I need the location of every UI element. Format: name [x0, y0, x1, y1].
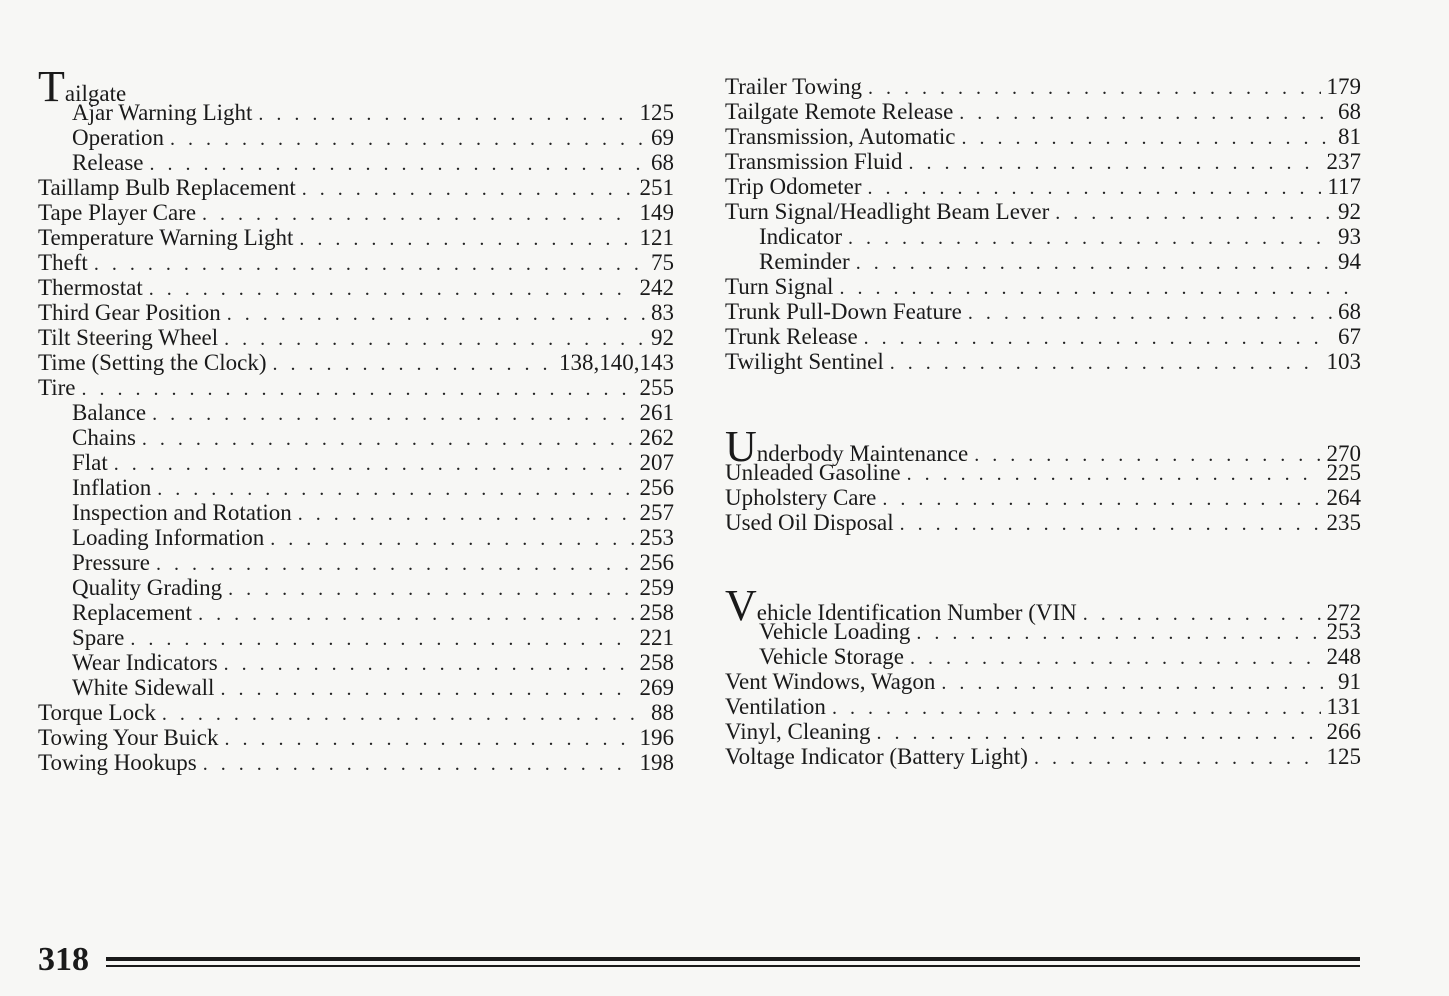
index-entry	[38, 200, 674, 225]
dot-leader	[848, 226, 1332, 251]
dot-leader	[156, 552, 634, 577]
index-entry	[38, 725, 674, 750]
entry-label: Trunk Release	[725, 324, 858, 349]
entry-page-number: 259	[639, 575, 674, 600]
entry-page-number: 125	[1326, 744, 1361, 769]
index-heading-entry	[725, 422, 1361, 471]
entry-page-number: 256	[639, 550, 674, 575]
index-entry	[725, 199, 1361, 224]
dot-leader	[882, 487, 1320, 512]
index-entry	[38, 375, 674, 400]
entry-label: White Sidewall	[72, 675, 215, 700]
entry-page-number: 93	[1338, 224, 1361, 249]
entry-label: Tape Player Care	[38, 200, 197, 225]
entry-page-number: 253	[1326, 619, 1361, 644]
entry-page-number: 248	[1326, 644, 1361, 669]
entry-page-number: 256	[639, 475, 674, 500]
dot-leader	[298, 502, 634, 527]
entry-label: Spare	[72, 625, 125, 650]
entry-label: Used Oil Disposal	[725, 510, 894, 535]
index-entry	[725, 124, 1361, 149]
entry-label: Inspection and Rotation	[72, 500, 292, 525]
entry-label: Turn Signal/Headlight Beam Lever	[725, 199, 1050, 224]
entry-page-number: 235	[1326, 510, 1361, 535]
entry-label: Vinyl, Cleaning	[725, 719, 871, 744]
dot-leader	[856, 251, 1332, 276]
entry-label: Chains	[72, 425, 136, 450]
dot-leader	[299, 227, 633, 252]
dot-leader	[224, 652, 634, 677]
entry-label: Taillamp Bulb Replacement	[38, 175, 296, 200]
entry-page-number: 68	[651, 150, 674, 175]
index-subentry	[38, 150, 674, 175]
index-subentry	[38, 475, 674, 500]
index-entry	[725, 299, 1361, 324]
entry-label-rest: nderbody Maintenance	[756, 441, 969, 466]
entry-page-number: 94	[1338, 249, 1361, 274]
entry-label: Towing Your Buick	[38, 725, 219, 750]
entry-page-number: 242	[639, 275, 674, 300]
index-subentry	[38, 625, 674, 650]
entry-label: Ventilation	[725, 694, 826, 719]
dot-leader	[225, 727, 634, 752]
dot-leader	[270, 527, 633, 552]
entry-label: Tilt Steering Wheel	[38, 325, 219, 350]
entry-page-number: 83	[651, 300, 674, 325]
entry-page-number: 269	[639, 675, 674, 700]
entry-page-number: 258	[639, 650, 674, 675]
entry-label: Unleaded Gasoline	[725, 460, 901, 485]
entry-label: Indicator	[759, 224, 843, 249]
entry-page-number: 91	[1338, 669, 1361, 694]
dot-leader	[864, 326, 1332, 351]
index-subentry	[38, 125, 674, 150]
entry-label: Loading Information	[72, 525, 265, 550]
dot-leader	[968, 301, 1332, 326]
index-entry	[38, 750, 674, 775]
entry-label: Thermostat	[38, 275, 143, 300]
entry-label: Torque Lock	[38, 700, 156, 725]
entry-page-number: 75	[651, 250, 674, 275]
entry-label: Vehicle Loading	[759, 619, 911, 644]
dot-leader	[82, 377, 634, 402]
entry-page-number: 125	[639, 100, 674, 125]
entry-page-number: 69	[651, 125, 674, 150]
dot-leader	[94, 252, 645, 277]
entry-page-number: 68	[1338, 299, 1361, 324]
index-entry	[725, 485, 1361, 510]
page-number: 318	[38, 941, 89, 978]
entry-page-number: 272	[1326, 600, 1361, 625]
entry-page-number: 257	[639, 500, 674, 525]
entry-label: Reminder	[759, 249, 850, 274]
entry-label: Replacement	[72, 600, 193, 625]
entry-label: Trailer Towing	[725, 74, 863, 99]
index-subentry	[38, 525, 674, 550]
dot-leader	[907, 462, 1321, 487]
dot-leader	[142, 427, 634, 452]
index-entry	[38, 250, 674, 275]
entry-page-number: 103	[1326, 349, 1361, 374]
entry-label: Upholstery Care	[725, 485, 877, 510]
entry-page-number: 258	[639, 600, 674, 625]
dot-leader	[868, 76, 1320, 101]
index-subentry	[38, 450, 674, 475]
entry-label-rest: ehicle Identification Number (VIN	[756, 600, 1077, 625]
index-subentry	[725, 619, 1361, 644]
index-entry	[38, 325, 674, 350]
entry-label: Temperature Warning Light	[38, 225, 294, 250]
index-entry	[38, 700, 674, 725]
index-subentry	[38, 575, 674, 600]
index-entry	[725, 274, 1361, 299]
entry-label: Tire	[38, 375, 76, 400]
entry-page-number: 225	[1326, 460, 1361, 485]
section-initial: U	[725, 422, 757, 471]
dot-leader	[162, 702, 645, 727]
index-subentry	[725, 249, 1361, 274]
entry-page-number: 270	[1326, 441, 1361, 466]
entry-page-number: 179	[1326, 74, 1361, 99]
footer-rule-thick	[106, 957, 1360, 961]
entry-label: Transmission, Automatic	[725, 124, 956, 149]
index-subentry	[38, 675, 674, 700]
index-entry	[725, 694, 1361, 719]
index-entry	[725, 149, 1361, 174]
index-section-t	[725, 74, 1361, 374]
dot-leader	[227, 302, 645, 327]
entry-page-number: 255	[639, 375, 674, 400]
entry-label: Operation	[72, 125, 164, 150]
page-footer	[38, 940, 1360, 980]
dot-leader	[273, 352, 553, 377]
index-subentry	[725, 224, 1361, 249]
dot-leader	[877, 721, 1321, 746]
index-entry	[38, 225, 674, 250]
entry-page-number: 92	[1338, 199, 1361, 224]
index-entry	[725, 460, 1361, 485]
entry-page-number: 88	[651, 700, 674, 725]
entry-label: Towing Hookups	[38, 750, 197, 775]
dot-leader	[941, 671, 1332, 696]
entry-page-number: 138,140,143	[559, 350, 674, 375]
index-entry	[38, 175, 674, 200]
entry-page-number: 237	[1326, 149, 1361, 174]
entry-label: Quality Grading	[72, 575, 223, 600]
dot-leader	[1034, 746, 1321, 771]
entry-label: Turn Signal	[725, 274, 834, 299]
dot-leader	[959, 101, 1332, 126]
dot-leader	[198, 602, 633, 627]
dot-leader	[908, 151, 1320, 176]
index-entry	[725, 719, 1361, 744]
dot-leader	[224, 327, 645, 352]
index-entry	[38, 275, 674, 300]
dot-leader	[961, 126, 1332, 151]
entry-page-number: 264	[1326, 485, 1361, 510]
entry-label: Trunk Pull-Down Feature	[725, 299, 962, 324]
entry-page-number: 266	[1326, 719, 1361, 744]
entry-label: Voltage Indicator (Battery Light)	[725, 744, 1028, 769]
dot-leader	[130, 627, 633, 652]
index-column-left	[38, 62, 674, 775]
dot-leader	[890, 351, 1321, 376]
entry-page-number: 261	[639, 400, 674, 425]
dot-leader	[150, 152, 645, 177]
entry-label: Third Gear Position	[38, 300, 221, 325]
index-subentry	[38, 650, 674, 675]
entry-label: Time (Setting the Clock)	[38, 350, 267, 375]
section-initial: V	[725, 581, 757, 630]
dot-leader	[149, 277, 634, 302]
index-column-right	[725, 74, 1361, 769]
entry-label: Vehicle Storage	[759, 644, 904, 669]
dot-leader	[203, 752, 634, 777]
entry-label: Balance	[72, 400, 147, 425]
index-subentry	[38, 600, 674, 625]
entry-label: Transmission Fluid	[725, 149, 903, 174]
entry-label: Trip Odometer	[725, 174, 862, 199]
dot-leader	[170, 127, 645, 152]
entry-page-number: 221	[639, 625, 674, 650]
dot-leader	[220, 677, 633, 702]
entry-label: Theft	[38, 250, 88, 275]
section-spacer	[725, 535, 1361, 593]
dot-leader	[152, 402, 633, 427]
dot-leader	[916, 621, 1320, 646]
entry-label: Flat	[72, 450, 108, 475]
index-entry	[725, 74, 1361, 99]
dot-leader	[202, 202, 633, 227]
entry-page-number: 131	[1326, 694, 1361, 719]
entry-label: Release	[72, 150, 144, 175]
section-initial: T	[38, 62, 65, 111]
entry-page-number: 149	[639, 200, 674, 225]
section-spacer	[725, 374, 1361, 434]
dot-leader	[228, 577, 633, 602]
index-subentry	[38, 100, 674, 125]
index-subentry	[38, 400, 674, 425]
entry-label: Pressure	[72, 550, 150, 575]
index-subentry	[725, 644, 1361, 669]
entry-page-number: 198	[639, 750, 674, 775]
entry-label: Vent Windows, Wagon	[725, 669, 936, 694]
index-entry	[38, 300, 674, 325]
index-subentry	[38, 500, 674, 525]
index-section-u	[725, 422, 1361, 535]
dot-leader	[910, 646, 1321, 671]
footer-rule-thin	[106, 965, 1360, 967]
entry-page-number: 196	[639, 725, 674, 750]
dot-leader	[157, 477, 633, 502]
dot-leader	[868, 176, 1322, 201]
index-entry	[725, 99, 1361, 124]
dot-leader	[1055, 201, 1332, 226]
dot-leader	[258, 102, 633, 127]
index-section-v	[725, 581, 1361, 769]
entry-page-number: 121	[639, 225, 674, 250]
entry-page-number: 67	[1338, 324, 1361, 349]
dot-leader	[839, 276, 1355, 301]
entry-page-number: 68	[1338, 99, 1361, 124]
index-heading-entry	[38, 62, 674, 111]
entry-page-number: 253	[639, 525, 674, 550]
entry-label: Tailgate Remote Release	[725, 99, 954, 124]
index-heading-entry	[725, 581, 1361, 630]
index-subentry	[38, 425, 674, 450]
dot-leader	[900, 512, 1321, 537]
dot-leader	[832, 696, 1321, 721]
index-entry	[725, 349, 1361, 374]
entry-page-number: 207	[639, 450, 674, 475]
index-entry	[725, 744, 1361, 769]
index-entry	[725, 669, 1361, 694]
entry-page-number: 117	[1327, 174, 1361, 199]
entry-page-number: 262	[639, 425, 674, 450]
entry-label: Inflation	[72, 475, 152, 500]
entry-page-number: 81	[1338, 124, 1361, 149]
entry-page-number: 92	[651, 325, 674, 350]
index-entry	[38, 350, 674, 375]
index-entry	[725, 510, 1361, 535]
index-entry	[725, 174, 1361, 199]
entry-page-number: 251	[639, 175, 674, 200]
index-subentry	[38, 550, 674, 575]
entry-label: Twilight Sentinel	[725, 349, 884, 374]
entry-label-rest: ailgate	[64, 81, 127, 106]
entry-label: Ajar Warning Light	[72, 100, 253, 125]
dot-leader	[302, 177, 634, 202]
index-entry	[725, 324, 1361, 349]
dot-leader	[114, 452, 634, 477]
entry-label: Wear Indicators	[72, 650, 218, 675]
